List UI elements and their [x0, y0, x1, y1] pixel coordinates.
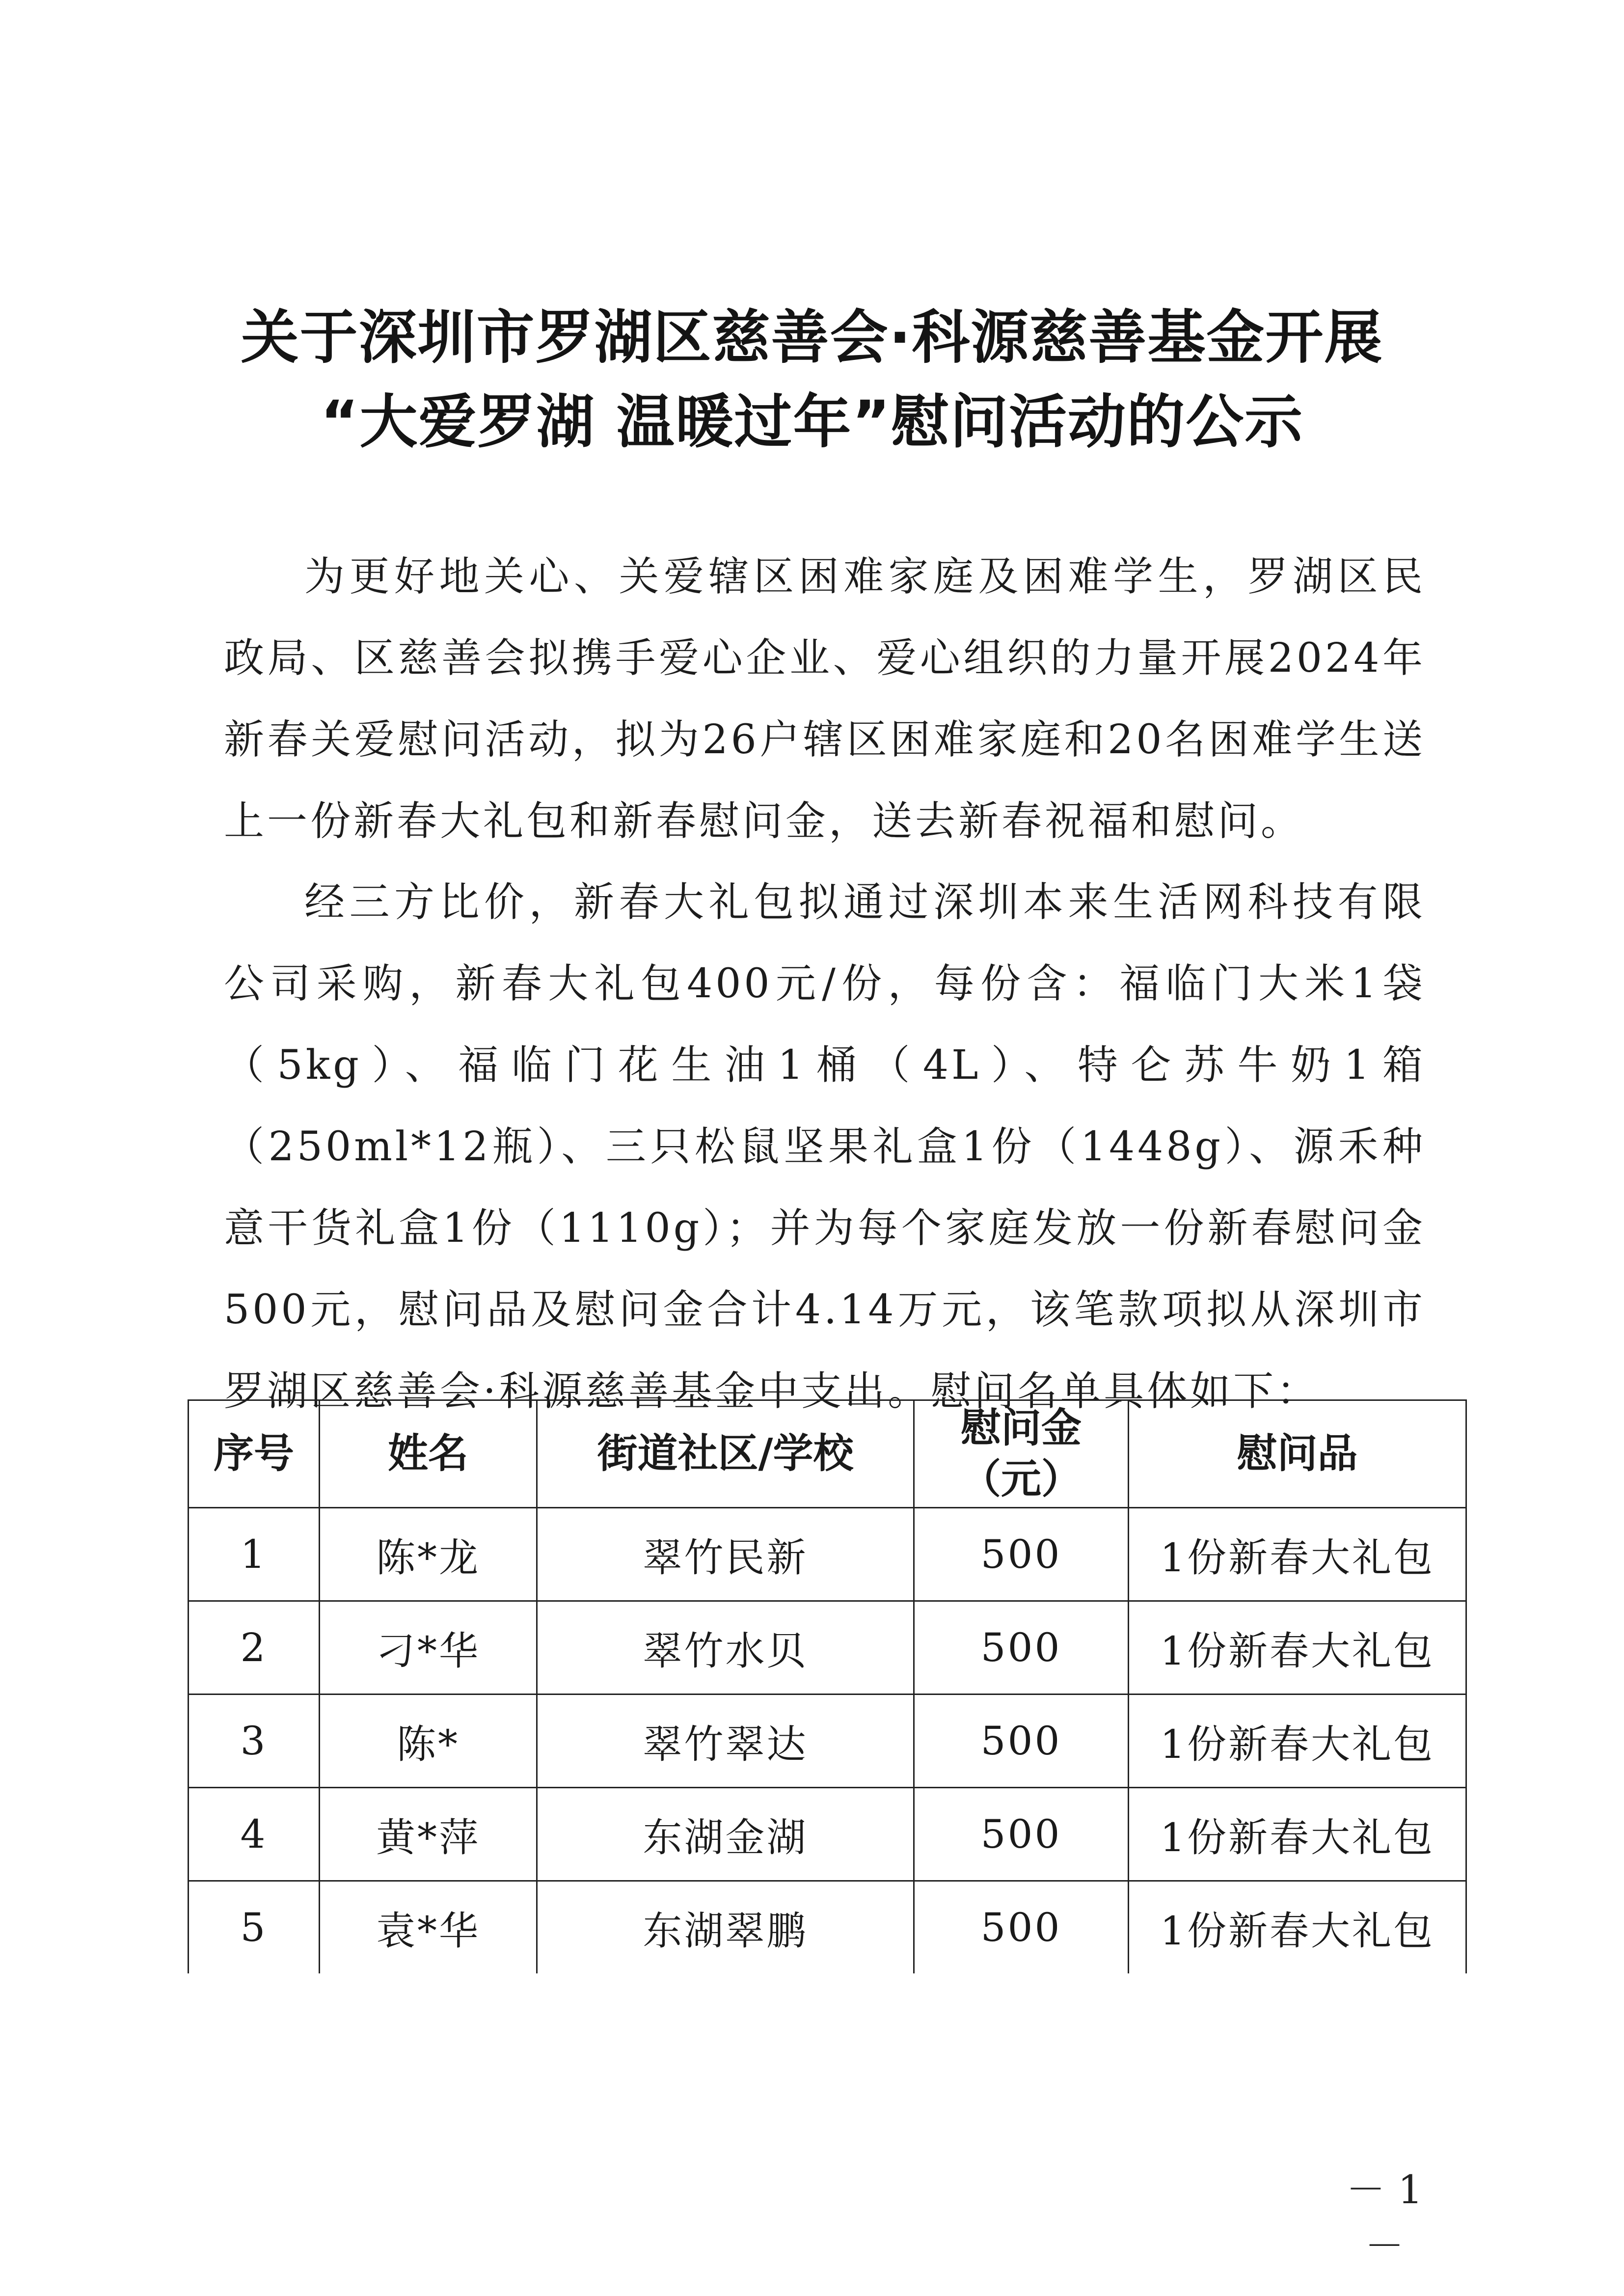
table-header-row — [189, 1400, 1466, 1508]
cell-amount: 500 — [914, 1788, 1129, 1881]
header-name: 姓名 — [320, 1400, 537, 1508]
table-row — [189, 1788, 1466, 1881]
cell-location: 东湖翠鹏 — [537, 1881, 914, 1974]
header-location: 街道社区/学校 — [537, 1400, 914, 1508]
header-index: 序号 — [189, 1400, 320, 1508]
paragraph-text: 经三方比价，新春大礼包拟通过深圳本来生活网科技有限公司采购，新春大礼包400元/份，每份含：福临门大米1袋（5kg）、福临门花生油1桶（4L）、特仑苏牛奶1箱（250ml*12瓶）、三只松鼠坚果礼盒1份（1448g）、源禾种意干货礼盒1份（1110g）；并为每个家庭发放一份新春慰问金500元，慰问品及慰问金合计4.14万元，该笔款项拟从深圳市罗湖区慈善会·科源慈善基金中支出。慰问名单具体如下： — [224, 879, 1426, 1415]
cell-index: 1 — [189, 1508, 320, 1601]
cell-location: 翠竹水贝 — [537, 1601, 914, 1695]
header-amount-line-2: （元） — [960, 1456, 1082, 1503]
header-gift: 慰问品 — [1129, 1400, 1466, 1508]
header-amount-line-1: 慰问金 — [960, 1405, 1082, 1451]
cell-location: 东湖金湖 — [537, 1788, 914, 1881]
cell-name: 袁*华 — [320, 1881, 537, 1974]
relief-recipient-table — [188, 1399, 1467, 1973]
cell-location: 翠竹翠达 — [537, 1695, 914, 1788]
cell-gift: 1份新春大礼包 — [1129, 1881, 1466, 1974]
cell-index: 4 — [189, 1788, 320, 1881]
cell-gift: 1份新春大礼包 — [1129, 1508, 1466, 1601]
cell-amount: 500 — [914, 1508, 1129, 1601]
table-row — [189, 1881, 1466, 1974]
cell-amount: 500 — [914, 1881, 1129, 1974]
cell-amount: 500 — [914, 1695, 1129, 1788]
cell-gift: 1份新春大礼包 — [1129, 1601, 1466, 1695]
document-title-line-1: 关于深圳市罗湖区慈善会·科源慈善基金开展 — [241, 303, 1383, 371]
header-amount — [914, 1400, 1129, 1508]
body-paragraph-2 — [224, 862, 1426, 1432]
table-row — [189, 1695, 1466, 1788]
paragraph-text: 为更好地关心、关爱辖区困难家庭及困难学生，罗湖区民政局、区慈善会拟携手爱心企业、爱心组织的力量开展2024年新春关爱慰问活动，拟为26户辖区困难家庭和20名困难学生送上一份新春大礼包和新春慰问金，送去新春祝福和慰问。 — [224, 553, 1426, 845]
cell-location: 翠竹民新 — [537, 1508, 914, 1601]
cell-index: 5 — [189, 1881, 320, 1974]
cell-name: 黄*萍 — [320, 1788, 537, 1881]
table-row — [189, 1601, 1466, 1695]
cell-name: 陈*龙 — [320, 1508, 537, 1601]
cell-index: 3 — [189, 1695, 320, 1788]
table-row — [189, 1508, 1466, 1601]
cell-gift: 1份新春大礼包 — [1129, 1788, 1466, 1881]
page-number: － 1 － — [1346, 2167, 1423, 2269]
cell-gift: 1份新春大礼包 — [1129, 1695, 1466, 1788]
cell-index: 2 — [189, 1601, 320, 1695]
cell-amount: 500 — [914, 1601, 1129, 1695]
cell-name: 陈* — [320, 1695, 537, 1788]
cell-name: 刁*华 — [320, 1601, 537, 1695]
document-title-line-2: “大爱罗湖 温暖过年”慰问活动的公示 — [320, 388, 1304, 456]
body-paragraph-1 — [224, 536, 1426, 862]
